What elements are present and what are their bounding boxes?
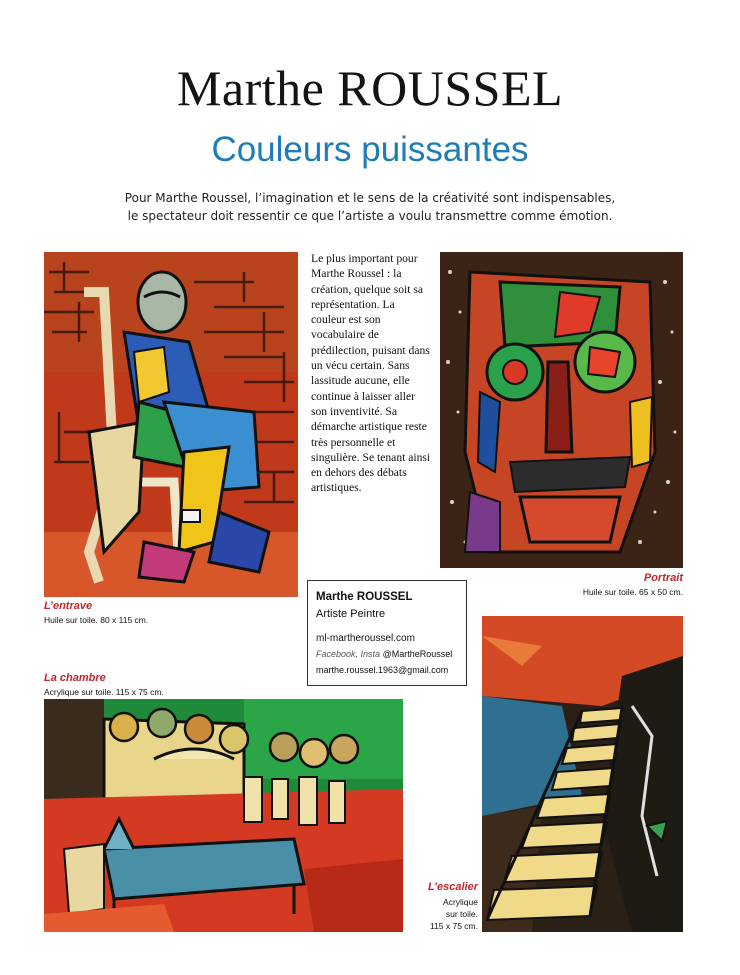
contact-name: Marthe ROUSSEL — [316, 591, 413, 603]
contact-social-label: Facebook, Insta — [316, 649, 381, 659]
caption-details-lescalier-line-3: 115 x 75 cm. — [429, 921, 478, 931]
intro-line-2: le spectateur doit ressentir ce que l’artiste a voulu transmettre comme émotion. — [127, 209, 613, 223]
painting-lentrave — [44, 252, 298, 597]
contact-social-handle: @MartheRoussel — [382, 649, 453, 659]
intro-line-1: Pour Marthe Roussel, l’imagination et le sens de la créativité sont indispensables, — [124, 191, 616, 205]
page-subtitle: Couleurs puissantes — [211, 130, 529, 169]
contact-website[interactable]: ml-martheroussel.com — [316, 633, 415, 644]
contact-email[interactable]: marthe.roussel.1963@gmail.com — [316, 665, 449, 675]
caption-details-lachambre: Acrylique sur toile. 115 x 75 cm. — [44, 687, 164, 697]
caption-title-portrait: Portrait — [643, 572, 683, 584]
contact-social[interactable] — [316, 649, 452, 659]
caption-title-lentrave: L’entrave — [44, 600, 93, 612]
intro-paragraph — [90, 189, 650, 225]
caption-title-lachambre: La chambre — [44, 672, 106, 684]
contact-card — [307, 580, 467, 686]
caption-details-lescalier-line-1: Acrylique — [443, 897, 478, 907]
caption-details-portrait: Huile sur toile. 65 x 50 cm. — [582, 587, 683, 597]
page-title: Marthe ROUSSEL — [176, 60, 564, 116]
article-body: Le plus important pour Marthe Roussel : la création, quelque soit sa représentation. La couleur est son vocabulaire de prédilection, puisant dans un vécu certain. Sans lassitude aucune, elle continue à laisser aller son inventivité. Sa démarche artistique reste très personnelle et singulière. Se tenant ainsi en dehors des débats artistiques. — [311, 252, 431, 495]
caption-details-lescalier — [380, 896, 478, 932]
caption-details-lescalier-line-2: sur toile. — [445, 909, 478, 919]
contact-role: Artiste Peintre — [316, 608, 386, 620]
caption-details-lentrave: Huile sur toile. 80 x 115 cm. — [44, 615, 149, 625]
painting-portrait — [440, 252, 683, 568]
painting-lachambre — [44, 699, 403, 932]
painting-lescalier — [482, 616, 683, 932]
caption-title-lescalier: L’escalier — [428, 881, 478, 893]
